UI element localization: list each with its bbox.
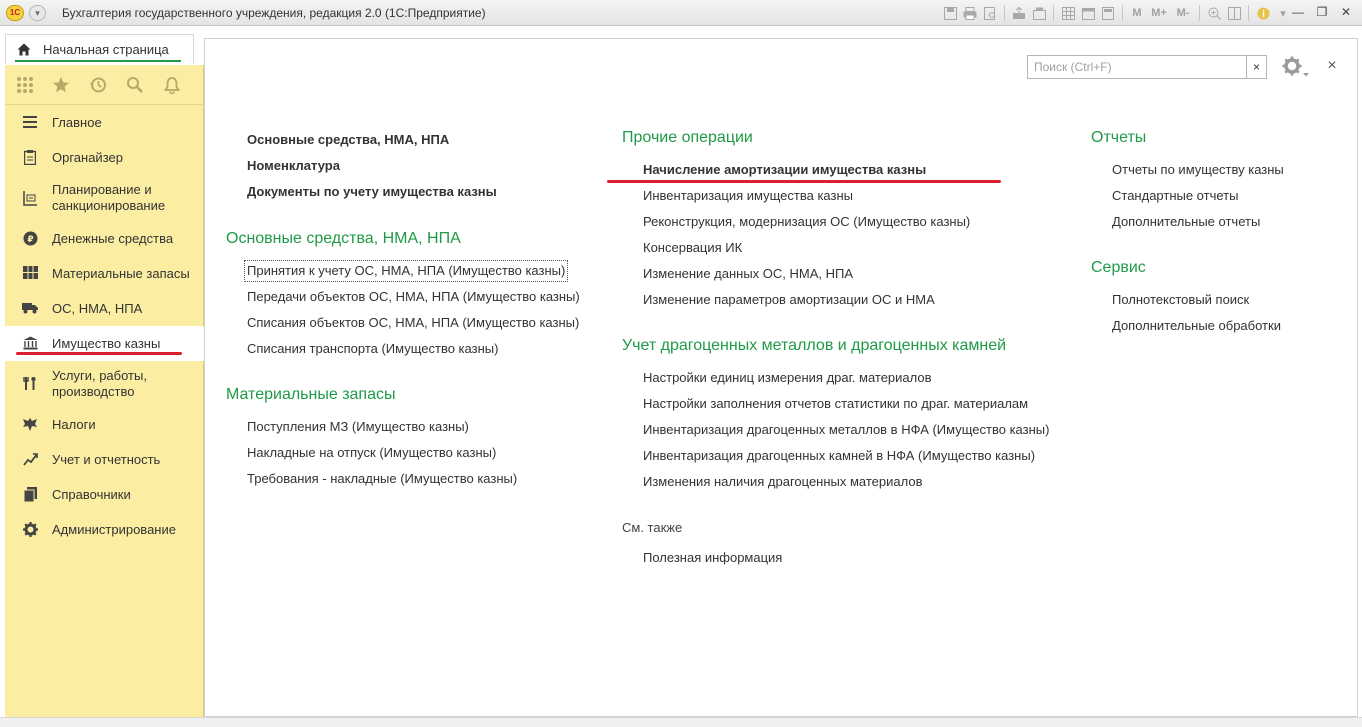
link-depreciation[interactable]: Начисление амортизации имущества казны bbox=[643, 162, 927, 177]
search-input[interactable] bbox=[1028, 56, 1246, 78]
sidebar-item-label: Услуги, работы, производство bbox=[52, 368, 147, 399]
sidebar-item-label: Администрирование bbox=[52, 521, 176, 537]
link-metals-inventory[interactable]: Инвентаризация драгоценных металлов в НФА (Имущество казны) bbox=[643, 422, 1050, 437]
gear-icon bbox=[22, 522, 38, 538]
sidebar-item-administration[interactable] bbox=[5, 512, 204, 547]
svg-text:₽: ₽ bbox=[26, 234, 34, 245]
search-clear-button[interactable]: × bbox=[1247, 55, 1267, 79]
sidebar-item-accounting[interactable] bbox=[5, 442, 204, 477]
panels-icon[interactable] bbox=[1225, 4, 1243, 22]
sidebar-item-label: Органайзер bbox=[52, 149, 123, 165]
sidebar-item-label: Справочники bbox=[52, 486, 131, 502]
link-requisitions[interactable]: Требования - накладные (Имущество казны) bbox=[247, 471, 518, 486]
minimize-icon[interactable]: — bbox=[1292, 5, 1304, 19]
link-icon[interactable] bbox=[1010, 4, 1028, 22]
link-transport-writeoff[interactable]: Списания транспорта (Имущество казны) bbox=[247, 341, 499, 356]
section-title-other-operations: Прочие операции bbox=[622, 129, 753, 146]
link-treasury-reports[interactable]: Отчеты по имуществу казны bbox=[1112, 162, 1284, 177]
tab-active-indicator bbox=[15, 60, 181, 62]
truck-icon bbox=[22, 301, 38, 317]
treasury-building-icon bbox=[22, 336, 38, 352]
tab-label: Начальная страница bbox=[43, 42, 169, 57]
restore-icon[interactable]: ❐ bbox=[1316, 5, 1328, 19]
link-treasury-documents[interactable]: Документы по учету имущества казны bbox=[247, 184, 497, 199]
search-icon[interactable] bbox=[126, 76, 144, 94]
main-menu-button[interactable]: ▾ bbox=[29, 5, 46, 21]
link-reconstruction[interactable]: Реконструкция, модернизация ОС (Имущество казны) bbox=[643, 214, 971, 229]
sidebar-item-label: Планирование и санкционирование bbox=[52, 182, 166, 213]
toolbar-separator bbox=[1053, 5, 1054, 21]
sidebar-quick-panel bbox=[5, 65, 204, 105]
toolbar-separator bbox=[1122, 5, 1123, 21]
app-logo-icon[interactable]: 1С bbox=[6, 5, 24, 21]
link-depreciation-params[interactable]: Изменение параметров амортизации ОС и НМА bbox=[643, 292, 935, 307]
link-useful-info[interactable]: Полезная информация bbox=[643, 550, 783, 565]
status-strip bbox=[0, 717, 1362, 727]
apps-grid-icon[interactable] bbox=[16, 76, 34, 94]
memory-plus-button[interactable]: M+ bbox=[1151, 7, 1167, 19]
section-title-reports: Отчеты bbox=[1091, 129, 1147, 146]
sidebar-item-label: Главное bbox=[52, 114, 102, 130]
close-page-icon[interactable]: × bbox=[1327, 57, 1337, 74]
window-toolbar bbox=[941, 4, 1292, 22]
planning-icon bbox=[22, 190, 38, 206]
print-icon[interactable] bbox=[961, 4, 979, 22]
link-transfer-docs[interactable]: Передачи объектов ОС, НМА, НПА (Имущество казны) bbox=[247, 289, 580, 304]
history-icon[interactable] bbox=[89, 76, 107, 94]
ruble-coin-icon bbox=[22, 231, 38, 247]
sidebar-item-fixed-assets[interactable] bbox=[5, 291, 204, 326]
toolbar-separator bbox=[1199, 5, 1200, 21]
info-icon[interactable] bbox=[1254, 4, 1272, 22]
link-precious-units[interactable]: Настройки единиц измерения драг. материалов bbox=[643, 370, 932, 385]
see-also-title: См. также bbox=[622, 520, 683, 535]
sidebar-item-label: Денежные средства bbox=[52, 230, 174, 246]
sidebar-item-organizer[interactable] bbox=[5, 140, 204, 175]
section-title-materials: Материальные запасы bbox=[226, 386, 396, 403]
attachment-icon[interactable] bbox=[1030, 4, 1048, 22]
sidebar-item-label: Учет и отчетность bbox=[52, 451, 161, 467]
link-precious-changes[interactable]: Изменения наличия драгоценных материалов bbox=[643, 474, 923, 489]
window-title: Бухгалтерия государственного учреждения, редакция 2.0 (1С:Предприятие) bbox=[62, 6, 486, 20]
link-stones-inventory[interactable]: Инвентаризация драгоценных камней в НФА (Имущество казны) bbox=[643, 448, 1036, 463]
tools-icon bbox=[22, 376, 38, 392]
sidebar-item-label: Налоги bbox=[52, 416, 96, 432]
sidebar-item-label: ОС, НМА, НПА bbox=[52, 300, 143, 316]
stock-grid-icon bbox=[22, 266, 38, 282]
tab-start-page[interactable] bbox=[5, 34, 194, 64]
memory-minus-button[interactable]: M- bbox=[1176, 7, 1190, 19]
sidebar-item-treasury-property[interactable] bbox=[5, 326, 204, 361]
section-title-fixed-assets: Основные средства, НМА, НПА bbox=[226, 230, 461, 247]
link-writeoff-docs[interactable]: Списания объектов ОС, НМА, НПА (Имущество казны) bbox=[247, 315, 580, 330]
link-additional-reports[interactable]: Дополнительные отчеты bbox=[1112, 214, 1261, 229]
sidebar-item-money[interactable] bbox=[5, 221, 204, 256]
sections-sidebar bbox=[5, 65, 204, 717]
settings-gear-icon[interactable] bbox=[1281, 55, 1309, 81]
chart-icon bbox=[22, 452, 38, 468]
window-controls bbox=[1290, 3, 1354, 21]
clipboard-icon bbox=[22, 150, 38, 166]
sidebar-items bbox=[5, 105, 204, 547]
home-icon bbox=[17, 43, 31, 56]
sidebar-item-services[interactable] bbox=[5, 361, 204, 407]
link-issue-invoices[interactable]: Накладные на отпуск (Имущество казны) bbox=[247, 445, 497, 460]
link-standard-reports[interactable]: Стандартные отчеты bbox=[1112, 188, 1239, 203]
menu-lines-icon bbox=[22, 115, 38, 131]
memory-m-button[interactable]: M bbox=[1132, 7, 1142, 19]
spreadsheet-icon[interactable] bbox=[1059, 4, 1077, 22]
link-nomenclature[interactable]: Номенклатура bbox=[247, 158, 340, 173]
info-dropdown-icon[interactable]: ▾ bbox=[1280, 7, 1286, 20]
toolbar-separator bbox=[1004, 5, 1005, 21]
preview-icon[interactable] bbox=[981, 4, 999, 22]
link-conservation[interactable]: Консервация ИК bbox=[643, 240, 743, 255]
main-panel bbox=[204, 38, 1358, 717]
sidebar-item-catalogs[interactable] bbox=[5, 477, 204, 512]
star-icon[interactable] bbox=[52, 76, 70, 94]
link-acceptance-docs[interactable]: Принятия к учету ОС, НМА, НПА (Имущество казны) bbox=[247, 263, 566, 278]
link-inventory[interactable]: Инвентаризация имущества казны bbox=[643, 188, 853, 203]
link-fulltext-search[interactable]: Полнотекстовый поиск bbox=[1112, 292, 1250, 307]
sidebar-item-taxes[interactable] bbox=[5, 407, 204, 442]
zoom-in-icon[interactable] bbox=[1205, 4, 1223, 22]
link-precious-stats[interactable]: Настройки заполнения отчетов статистики по драг. материалам bbox=[643, 396, 1029, 411]
sidebar-item-materials[interactable] bbox=[5, 256, 204, 291]
search-box bbox=[1027, 55, 1247, 79]
eagle-emblem-icon bbox=[22, 417, 38, 433]
calculator-icon[interactable] bbox=[1099, 4, 1117, 22]
link-fixed-assets[interactable]: Основные средства, НМА, НПА bbox=[247, 132, 450, 147]
sidebar-item-label: Имущество казны bbox=[52, 335, 161, 351]
link-additional-processing[interactable]: Дополнительные обработки bbox=[1112, 318, 1281, 333]
highlight-underline bbox=[607, 180, 1001, 183]
save-icon[interactable] bbox=[941, 4, 959, 22]
close-window-icon[interactable]: ✕ bbox=[1340, 5, 1352, 19]
section-title-service: Сервис bbox=[1091, 259, 1146, 276]
bell-icon[interactable] bbox=[163, 76, 181, 94]
books-icon bbox=[22, 487, 38, 503]
highlight-underline bbox=[16, 352, 182, 355]
link-mz-receipts[interactable]: Поступления МЗ (Имущество казны) bbox=[247, 419, 469, 434]
calendar-icon[interactable] bbox=[1079, 4, 1097, 22]
sidebar-item-planning[interactable] bbox=[5, 175, 204, 221]
link-asset-data-change[interactable]: Изменение данных ОС, НМА, НПА bbox=[643, 266, 854, 281]
sidebar-item-label: Материальные запасы bbox=[52, 265, 190, 281]
sidebar-item-main[interactable] bbox=[5, 105, 204, 140]
toolbar-separator bbox=[1248, 5, 1249, 21]
title-bar bbox=[0, 0, 1362, 26]
section-title-precious-metals: Учет драгоценных металлов и драгоценных камней bbox=[622, 337, 1007, 354]
